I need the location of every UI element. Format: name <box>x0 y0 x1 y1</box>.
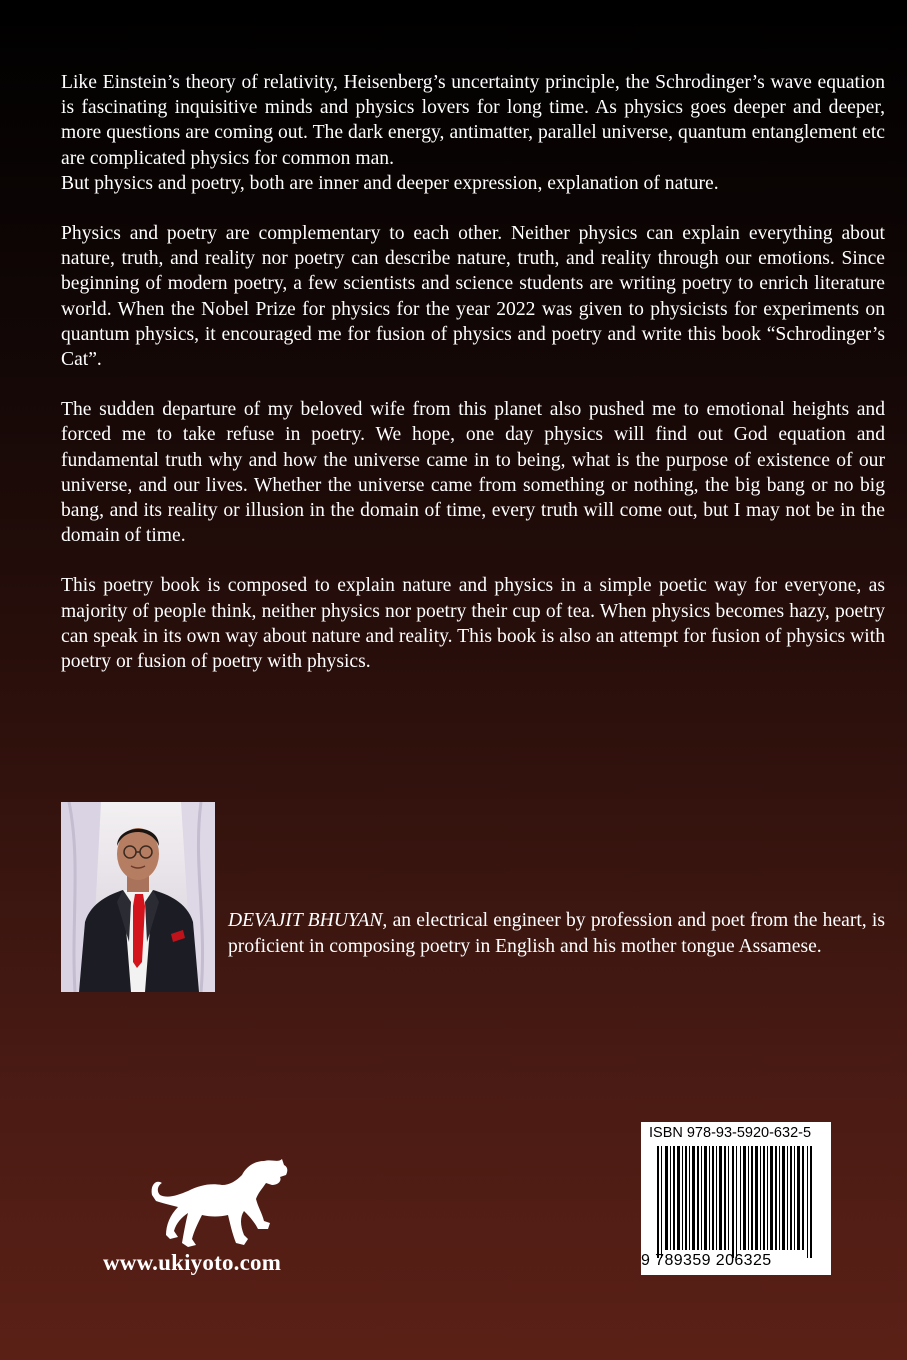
back-cover-blurb <box>61 70 885 674</box>
author-photo <box>61 802 215 992</box>
blurb-paragraph-2: But physics and poetry, both are inner and deeper expression, explanation of nature. <box>61 172 719 194</box>
author-name: DEVAJIT BHUYAN, <box>228 910 388 931</box>
isbn-barcode <box>641 1122 831 1275</box>
blurb-paragraph-3: Physics and poetry are complementary to each other. Neither physics can explain everything about nature, truth, and reality nor poetry can describe nature, truth, and reality through our emotions. Since beginning of modern poetry, a few scientists and science students are writing poetry to enrich literature world. When the Nobel Prize for physics for the year 2022 was given to physicists for experiments on quantum physics, it encouraged me for fusion of physics and poetry and write this book “Schrodinger’s Cat”. <box>61 223 885 371</box>
isbn-label: ISBN 978-93-5920-632-5 <box>649 1125 812 1141</box>
author-bio-text: an electrical engineer by profession and poet from the heart, is proficient in composing poetry in English and his mother tongue Assamese. <box>228 910 886 957</box>
ukiyoto-lion-logo-icon <box>148 1155 290 1257</box>
isbn-digits: 9 789359 206325 <box>641 1252 772 1269</box>
author-bio <box>228 908 885 960</box>
blurb-paragraph-1: Like Einstein’s theory of relativity, Heisenberg’s uncertainty principle, the Schrodinger’s wave equation is fascinating inquisitive minds and physics lovers for long time. As physics goes deeper and deeper, more questions are coming out. The dark energy, antimatter, parallel universe, quantum entanglement etc are complicated physics for common man. <box>61 72 885 169</box>
publisher-url: www.ukiyoto.com <box>103 1250 282 1275</box>
blurb-paragraph-5: This poetry book is composed to explain nature and physics in a simple poetic way for everyone, as majority of people think, neither physics nor poetry their cup of tea. When physics becomes hazy, poetry can speak in its own way about nature and reality. This book is also an attempt for fusion of physics with poetry or fusion of poetry with physics. <box>61 575 885 673</box>
blurb-paragraph-4: The sudden departure of my beloved wife from this planet also pushed me to emotional heights and forced me to take refuse in poetry. We hope, one day physics will find out God equation and fundamental truth why and how the universe came in to being, what is the purpose of existence of our universe, and our lives. Whether the universe came from something or nothing, the big bang or no big bang, and its reality or illusion in the domain of time, every truth will come out, but I may not be in the domain of time. <box>61 399 885 547</box>
